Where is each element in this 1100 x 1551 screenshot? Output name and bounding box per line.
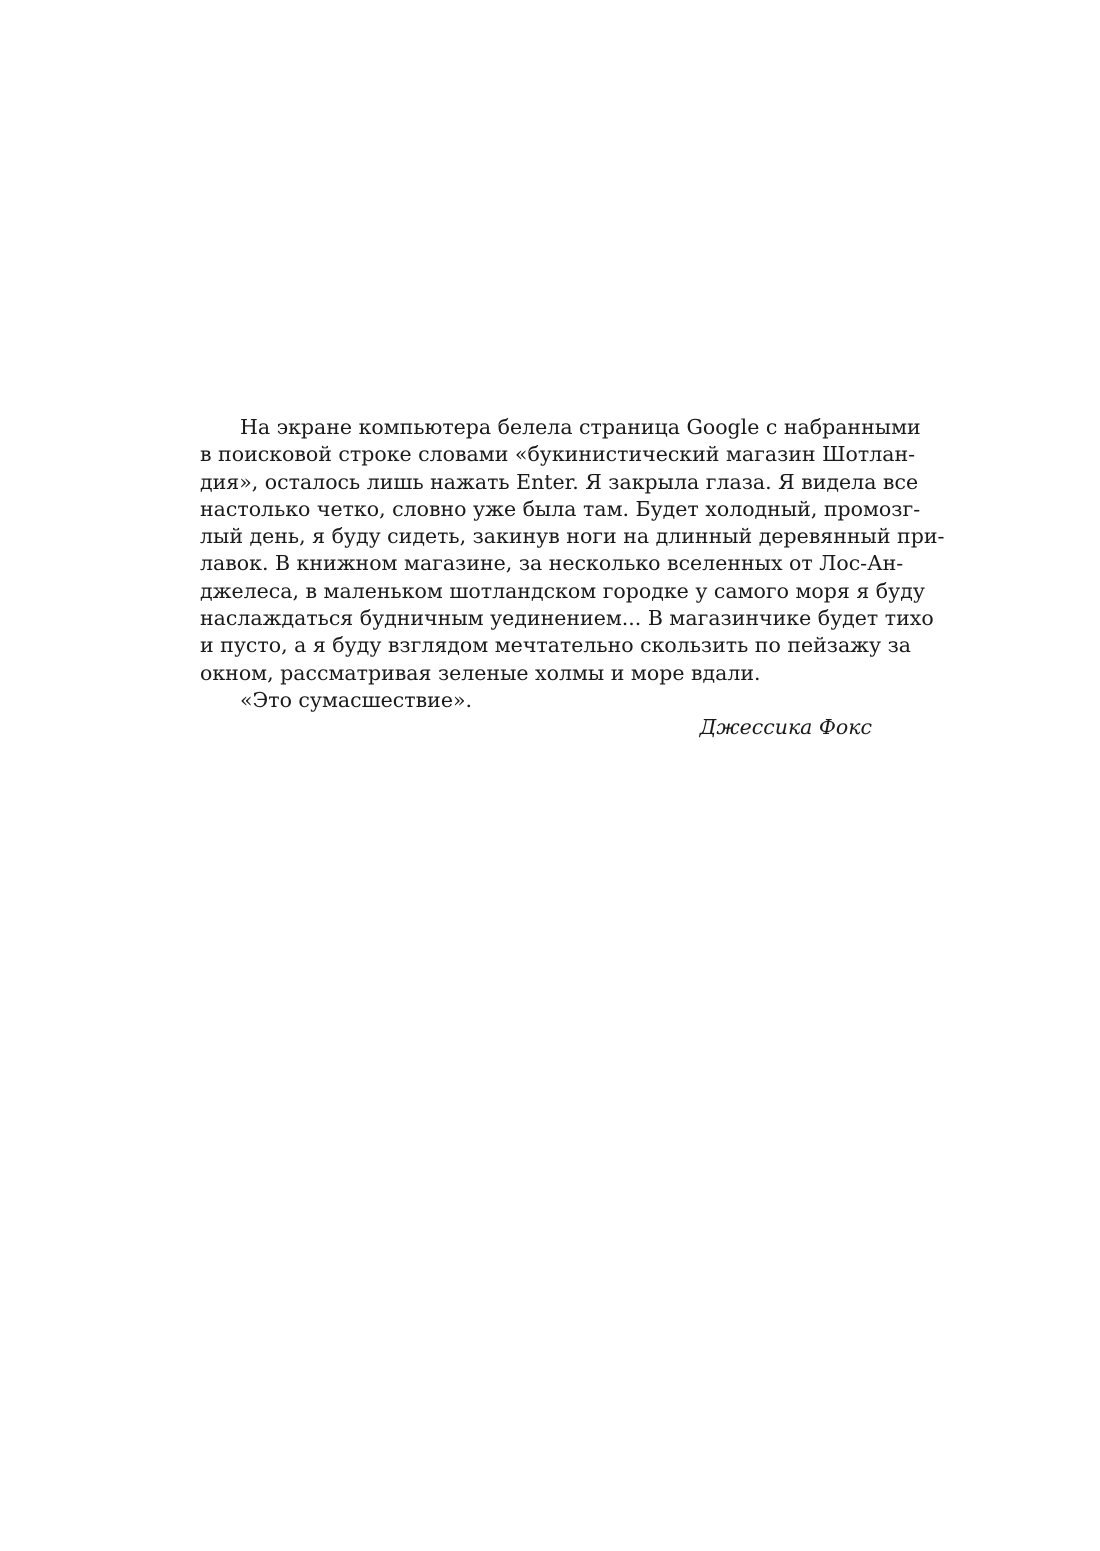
paragraph-line: настолько четко, словно уже была там. Будет холодный, промозг- bbox=[200, 496, 921, 521]
paragraph-line: лый день, я буду сидеть, закинув ноги на длинный деревянный при- bbox=[200, 524, 945, 549]
paragraph-line: джелеса, в маленьком шотландском городке у самого моря я буду bbox=[200, 578, 925, 603]
epigraph bbox=[200, 414, 945, 742]
paragraph-line: в поисковой строке словами «букинистический магазин Шотлан- bbox=[200, 442, 916, 467]
paragraph-line: наслаждаться будничным уединением... В магазинчике будет тихо bbox=[200, 606, 934, 631]
paragraph-line: и пусто, а я буду взглядом мечтательно скользить по пейзажу за bbox=[200, 633, 912, 658]
closing-line: «Это сумасшествие». bbox=[240, 687, 473, 712]
paragraph-line: лавок. В книжном магазине, за несколько вселенных от Лос-Ан- bbox=[200, 551, 904, 576]
paragraph-line: На экране компьютера белела страница Google с набранными bbox=[240, 415, 921, 439]
epigraph-author: Джессика Фокс bbox=[699, 715, 872, 740]
paragraph-line: дия», осталось лишь нажать Enter. Я закрыла глаза. Я видела все bbox=[200, 469, 919, 494]
paragraph-line: окном, рассматривая зеленые холмы и море вдали. bbox=[200, 660, 761, 685]
